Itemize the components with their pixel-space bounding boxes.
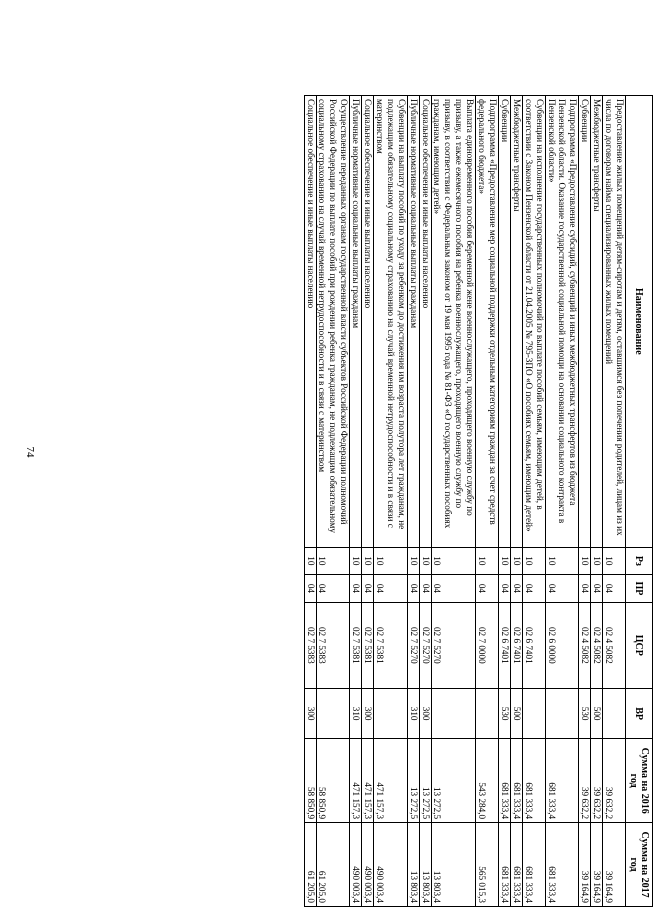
cell-csr: 02 7 5383	[304, 602, 316, 688]
cell-name: Субвенции	[579, 96, 591, 548]
cell-vr: 530	[499, 688, 511, 738]
cell-sum-2017: 61 205,0	[304, 823, 316, 907]
cell-sum-2017: 39 164,9	[579, 823, 591, 907]
cell-sum-2016: 13 272,5	[407, 739, 419, 823]
cell-rz: 10	[350, 547, 362, 575]
cell-vr	[545, 688, 579, 738]
table-row	[591, 96, 603, 907]
cell-sum-2017: 490 003,4	[374, 823, 408, 907]
table-body	[304, 96, 625, 907]
cell-sum-2017: 13 803,4	[431, 823, 476, 907]
cell-sum-2017: 681 333,4	[499, 823, 511, 907]
table-row	[419, 96, 431, 907]
cell-name: Публичные нормативные социальные выплаты гражданам	[350, 96, 362, 548]
cell-name: Межбюджетные трансферты	[591, 96, 603, 548]
cell-name: Выплата единовременного пособия беременной жене военнослужащего, проходящего военную службу по призыву, а также ежемесячного пособия на ребенка военнослужащего, проходящего военную службу по призыву, в соответствии с Федеральным законом от 19 мая 1995 года № 81-ФЗ «О государственных пособиях гражданам, имеющим детей»	[431, 96, 476, 548]
cell-pr: 04	[419, 575, 431, 603]
cell-name: Подпрограмма «Предоставление субсидий, субвенций и иных межбюджетных трансфертов из бюджета Пензенской области. Оказание государственной социальной помощи на основании социального контракта в Пензенской области»	[545, 96, 579, 548]
cell-sum-2016: 39 632,2	[579, 739, 591, 823]
header-name: Наименование	[626, 96, 653, 548]
cell-pr: 04	[476, 575, 499, 603]
cell-csr: 02 7 5270	[407, 602, 419, 688]
cell-sum-2017: 490 003,4	[362, 823, 374, 907]
cell-vr	[316, 688, 350, 738]
cell-sum-2016: 681 333,4	[522, 739, 545, 823]
cell-pr: 04	[545, 575, 579, 603]
table-row	[499, 96, 511, 907]
cell-sum-2016: 543 284,0	[476, 739, 499, 823]
cell-csr: 02 7 5270	[419, 602, 431, 688]
cell-rz: 10	[316, 547, 350, 575]
cell-sum-2016: 681 333,4	[499, 739, 511, 823]
cell-sum-2016: 39 632,2	[603, 739, 626, 823]
cell-csr: 02 6 7401	[522, 602, 545, 688]
cell-csr: 02 7 0000	[476, 602, 499, 688]
cell-csr: 02 4 5082	[579, 602, 591, 688]
cell-name: Осуществление переданных органам государственной власти субъектов Российской Федерации полномочий Российской Федерации по выплате пособий при рождении ребенка гражданам, не подлежащим обязательному социальному страхованию на случай временной нетрудоспособности и в связи с материнством	[316, 96, 350, 548]
cell-pr: 04	[522, 575, 545, 603]
cell-csr: 02 7 5383	[316, 602, 350, 688]
cell-name: Социальное обеспечение и иные выплаты населению	[419, 96, 431, 548]
cell-pr: 04	[431, 575, 476, 603]
cell-pr: 04	[579, 575, 591, 603]
cell-sum-2016: 471 157,3	[362, 739, 374, 823]
cell-rz: 10	[419, 547, 431, 575]
table-row	[545, 96, 579, 907]
cell-rz: 10	[374, 547, 408, 575]
cell-csr: 02 6 7401	[499, 602, 511, 688]
cell-csr: 02 7 5381	[374, 602, 408, 688]
cell-vr: 300	[362, 688, 374, 738]
table-row	[603, 96, 626, 907]
cell-rz: 10	[407, 547, 419, 575]
header-sum-2017: Сумма на 2017 год	[626, 823, 653, 907]
cell-csr: 02 7 5381	[350, 602, 362, 688]
cell-name: Социальное обеспечение и иные выплаты населению	[304, 96, 316, 548]
header-vr: ВР	[626, 688, 653, 738]
cell-sum-2017: 13 803,4	[419, 823, 431, 907]
header-csr: ЦСР	[626, 602, 653, 688]
cell-rz: 10	[545, 547, 579, 575]
cell-vr: 530	[579, 688, 591, 738]
header-rz: Рз	[626, 547, 653, 575]
cell-sum-2016: 681 333,4	[510, 739, 522, 823]
table-row	[522, 96, 545, 907]
cell-pr: 04	[407, 575, 419, 603]
cell-sum-2016: 58 850,9	[316, 739, 350, 823]
cell-pr: 04	[362, 575, 374, 603]
cell-sum-2017: 13 803,4	[407, 823, 419, 907]
rotated-budget-table	[163, 95, 653, 907]
cell-name: Социальное обеспечение и иные выплаты населению	[362, 96, 374, 548]
page-number: 74	[24, 446, 36, 458]
cell-name: Межбюджетные трансферты	[510, 96, 522, 548]
table-row	[316, 96, 350, 907]
cell-sum-2017: 681 333,4	[545, 823, 579, 907]
cell-rz: 10	[304, 547, 316, 575]
cell-rz: 10	[431, 547, 476, 575]
cell-vr: 300	[304, 688, 316, 738]
cell-vr: 500	[510, 688, 522, 738]
cell-vr	[522, 688, 545, 738]
table-row	[350, 96, 362, 907]
cell-csr: 02 7 5270	[431, 602, 476, 688]
cell-pr: 04	[304, 575, 316, 603]
cell-sum-2017: 39 164,9	[591, 823, 603, 907]
cell-vr: 500	[591, 688, 603, 738]
cell-name: Публичные нормативные социальные выплаты гражданам	[407, 96, 419, 548]
table-row	[362, 96, 374, 907]
table-row	[476, 96, 499, 907]
cell-vr	[603, 688, 626, 738]
cell-name: Субвенции	[499, 96, 511, 548]
cell-pr: 04	[603, 575, 626, 603]
cell-sum-2016: 471 157,3	[374, 739, 408, 823]
cell-rz: 10	[510, 547, 522, 575]
cell-rz: 10	[522, 547, 545, 575]
cell-vr: 310	[350, 688, 362, 738]
table-row	[407, 96, 419, 907]
cell-vr	[476, 688, 499, 738]
cell-sum-2017: 490 003,4	[350, 823, 362, 907]
cell-rz: 10	[476, 547, 499, 575]
cell-rz: 10	[362, 547, 374, 575]
cell-name: Субвенции на исполнение государственных полномочий по выплате пособий семьям, имеющим детей, в соответствии с Законом Пензенской области от 21.04.2005 № 795-ЗПО «О пособиях семьям, имеющим детей»	[522, 96, 545, 548]
cell-pr: 04	[316, 575, 350, 603]
cell-pr: 04	[510, 575, 522, 603]
cell-pr: 04	[374, 575, 408, 603]
table-row	[510, 96, 522, 907]
cell-rz: 10	[603, 547, 626, 575]
table-row	[431, 96, 476, 907]
header-pr: ПР	[626, 575, 653, 603]
header-sum-2016: Сумма на 2016 год	[626, 739, 653, 823]
cell-sum-2016: 681 333,4	[545, 739, 579, 823]
table-row	[304, 96, 316, 907]
cell-name: Предоставление жилых помещений детям-сиротам и детям, оставшимся без попечения родителей, лицам из их числа по договорам найма специализированных жилых помещений	[603, 96, 626, 548]
cell-pr: 04	[591, 575, 603, 603]
table-row	[579, 96, 591, 907]
cell-vr	[431, 688, 476, 738]
cell-vr	[374, 688, 408, 738]
cell-pr: 04	[499, 575, 511, 603]
cell-sum-2017: 681 333,4	[522, 823, 545, 907]
cell-vr: 300	[419, 688, 431, 738]
cell-sum-2017: 565 015,3	[476, 823, 499, 907]
cell-rz: 10	[579, 547, 591, 575]
cell-csr: 02 4 5082	[603, 602, 626, 688]
cell-csr: 02 7 5381	[362, 602, 374, 688]
header-row	[626, 96, 653, 907]
cell-name: Субвенции на выплату пособий по уходу за ребенком до достижения им возраста полутора лет гражданам, не подлежащим обязательному социальному страхованию на случай временной нетрудоспособности и в связи с материнством	[374, 96, 408, 548]
table-row	[374, 96, 408, 907]
cell-rz: 10	[591, 547, 603, 575]
cell-name: Подпрограмма «Предоставление мер социальной поддержки отдельным категориям граждан за счет средств федерального бюджета»	[476, 96, 499, 548]
cell-rz: 10	[499, 547, 511, 575]
cell-pr: 04	[350, 575, 362, 603]
cell-sum-2017: 39 164,9	[603, 823, 626, 907]
cell-sum-2016: 13 272,5	[419, 739, 431, 823]
cell-sum-2017: 681 333,4	[510, 823, 522, 907]
cell-csr: 02 6 7401	[510, 602, 522, 688]
budget-table	[304, 95, 653, 907]
cell-csr: 02 6 0000	[545, 602, 579, 688]
cell-sum-2016: 471 157,3	[350, 739, 362, 823]
cell-sum-2016: 58 850,9	[304, 739, 316, 823]
cell-vr: 310	[407, 688, 419, 738]
cell-sum-2016: 39 632,2	[591, 739, 603, 823]
cell-sum-2017: 61 205,0	[316, 823, 350, 907]
cell-sum-2016: 13 272,5	[431, 739, 476, 823]
cell-csr: 02 4 5082	[591, 602, 603, 688]
